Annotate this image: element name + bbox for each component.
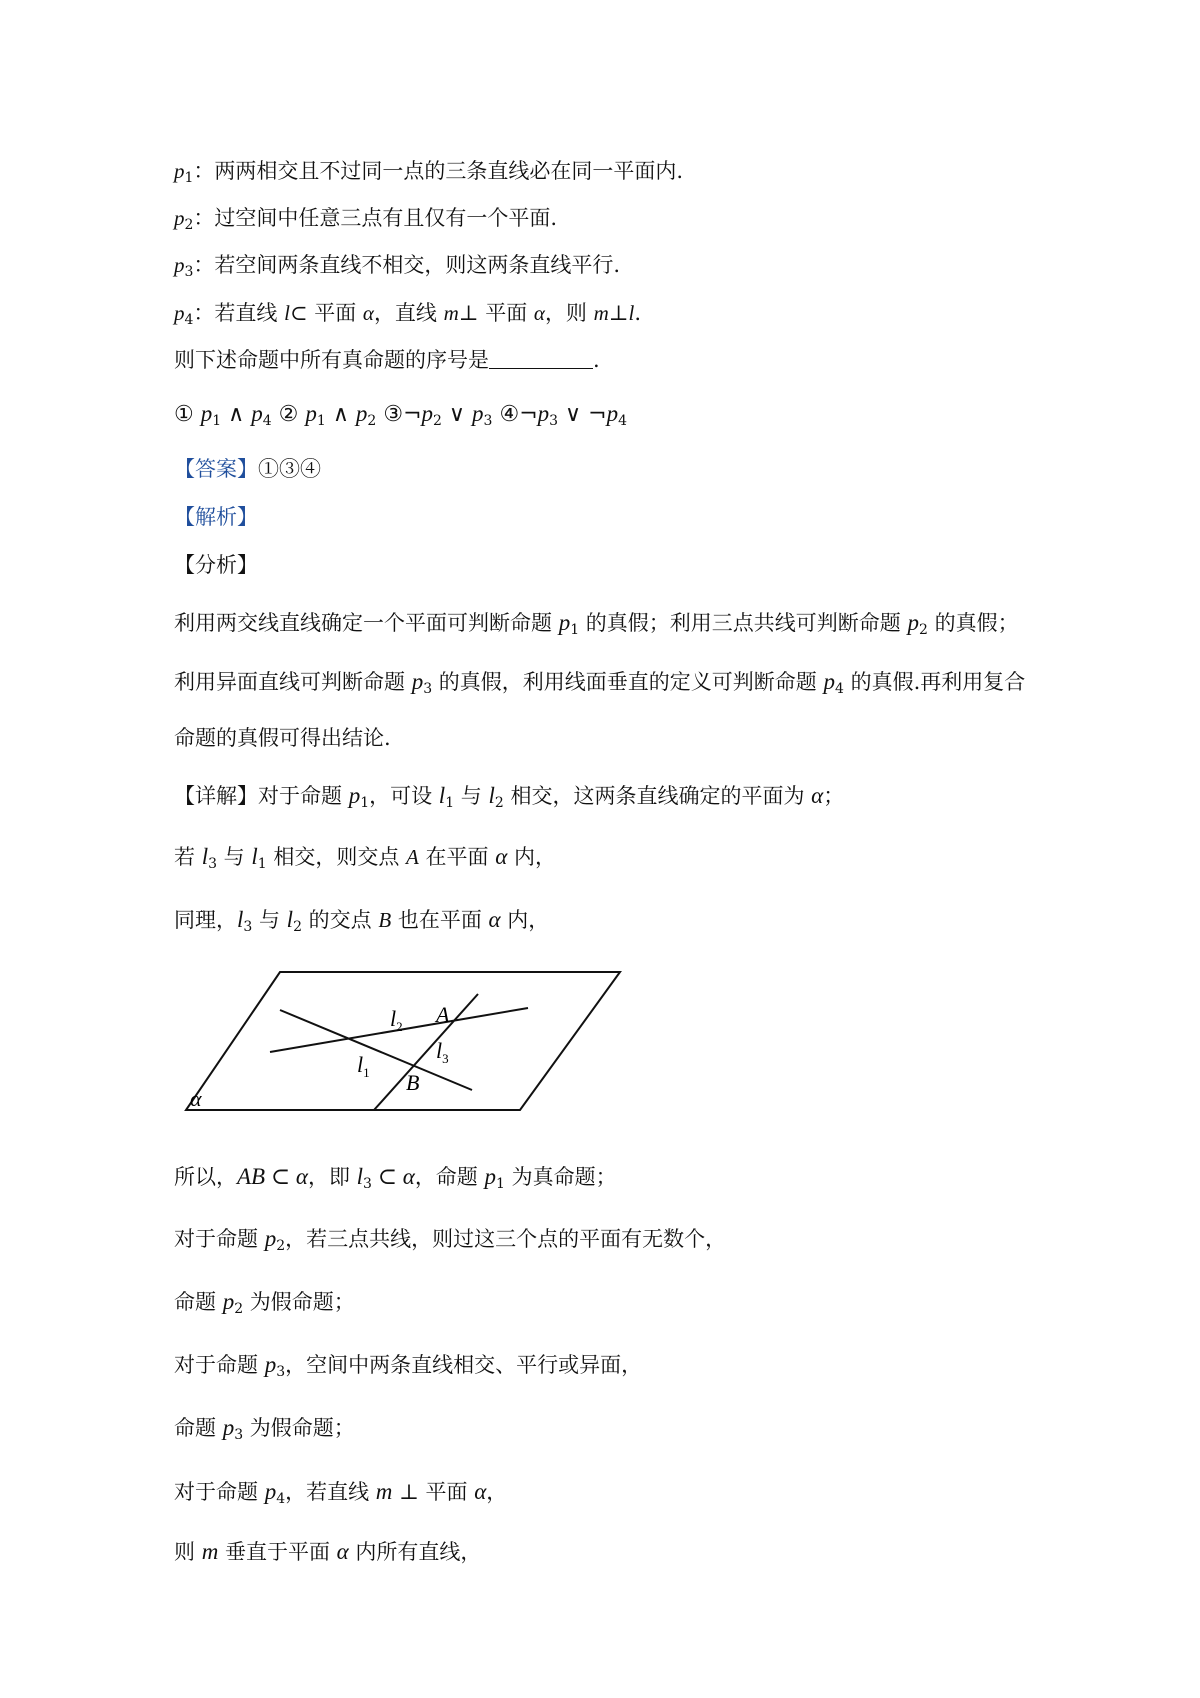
label-A: A (436, 1002, 450, 1027)
analysis-line (174, 503, 258, 531)
answer-blank (489, 348, 593, 369)
label-l2: $l_2$ (390, 1006, 403, 1034)
conclusion-p1-line: 所以，AB ⊂ α，即 $l_3$ ⊂ α，命题 $p_1$ 为真命题； (174, 1164, 617, 1192)
plane-alpha (186, 972, 620, 1110)
false-p2-line: 命题 $p_2$ 为假命题； (174, 1289, 355, 1317)
proposition-p2: $p_2$：过空间中任意三点有且仅有一个平面. (174, 206, 558, 233)
label-B: B (406, 1070, 420, 1095)
fenxi-line-3: 命题的真假可得出结论. (174, 726, 391, 750)
detail-p2-line: 对于命题 $p_2$，若三点共线，则过这三个点的平面有无数个， (174, 1226, 727, 1254)
answer-value: ①③④ (258, 457, 321, 481)
proposition-p4: $p_4$：若直线 l⊂ 平面 α，直线 m⊥ 平面 α，则 m⊥l. (174, 301, 642, 328)
analysis-tag: 【解析】 (174, 505, 258, 529)
answer-line (174, 455, 321, 483)
detail-p4-line: 对于命题 $p_4$，若直线 m ⊥ 平面 α， (174, 1479, 508, 1507)
plane-lines-figure (180, 960, 640, 1130)
label-alpha: α (190, 1086, 202, 1111)
answer-tag: 【答案】 (174, 457, 258, 481)
question-line: 则下述命题中所有真命题的序号是 . (174, 348, 600, 372)
false-p3-line: 命题 $p_3$ 为假命题； (174, 1415, 355, 1443)
fenxi-tag-line: 【分析】 (174, 553, 258, 577)
options-line: ① $p_1$ ∧ $p_4$ ② $p_1$ ∧ $p_2$ $③\neg p_2$ ∨ $p_3$ $④\neg p_3$ ∨ $\neg p_4$ (174, 401, 627, 429)
detail-line-1: 【详解】对于命题 $p_1$，可设 $l_1$ 与 $l_2$ 相交，这两条直线确定的平面为 α； (174, 783, 845, 811)
last-line: 则 m 垂直于平面 α 内所有直线， (174, 1539, 482, 1564)
fenxi-line-1: 利用两交线直线确定一个平面可判断命题 $p_1$ 的真假；利用三点共线可判断命题 $p_2$ 的真假； (174, 610, 1019, 638)
fenxi-line-2: 利用异面直线可判断命题 $p_3$ 的真假，利用线面垂直的定义可判断命题 $p_4$ 的真假.再利用复合 (174, 669, 1026, 697)
detail-p3-line: 对于命题 $p_3$，空间中两条直线相交、平行或异面， (174, 1352, 643, 1380)
label-l3: $l_3$ (436, 1038, 449, 1066)
detail-line-2: 若 $l_3$ 与 $l_1$ 相交，则交点 A 在平面 α 内， (174, 844, 556, 872)
label-l1: $l_1$ (357, 1052, 370, 1080)
proposition-p3: $p_3$：若空间两条直线不相交，则这两条直线平行. (174, 253, 621, 280)
proposition-p1: $p_1$：两两相交且不过同一点的三条直线必在同一平面内. (174, 159, 684, 186)
detail-line-3: 同理，$l_3$ 与 $l_2$ 的交点 B 也在平面 α 内， (174, 907, 550, 935)
